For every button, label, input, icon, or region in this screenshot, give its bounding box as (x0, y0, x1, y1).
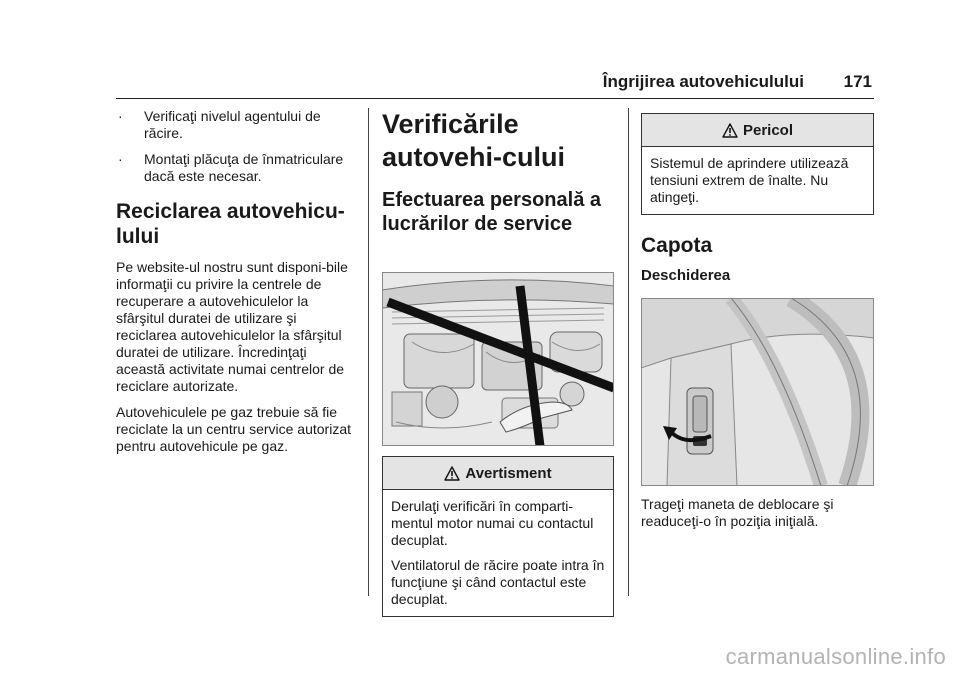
warning-text: Ventilatorul de răcire poate intra în funcţiune şi când contactul este decuplat. (391, 557, 605, 607)
column-right (641, 108, 874, 530)
warning-triangle-icon (444, 466, 460, 481)
subsection-heading: Efectuarea personală a lucrărilor de service (382, 189, 601, 235)
column-middle (382, 108, 614, 617)
list-item (116, 151, 356, 185)
danger-box (641, 113, 874, 215)
bullet-marker: · (118, 151, 123, 167)
danger-box-header (642, 114, 873, 147)
section-heading-recycling: Reciclarea autovehicu-lului (116, 200, 345, 248)
running-header (116, 70, 874, 99)
danger-label: Pericol (742, 121, 794, 139)
paragraph: Autovehiculele pe gaz trebuie să fie reciclate la un centru service autorizat pentru autovehicule pe gaz. (116, 404, 351, 454)
column-left (116, 108, 356, 455)
column-divider (368, 108, 369, 596)
warning-text: Derulaţi verificări în comparti-mentul motor numai cu contactul decuplat. (391, 498, 594, 548)
list-item (116, 108, 356, 142)
warning-box-header (383, 457, 613, 490)
list-item-text: Montaţi plăcuţa de înmatriculare dacă este necesar. (144, 151, 344, 184)
warning-body (383, 490, 613, 616)
list-item-text: Verificaţi nivelul agentului de răcire. (144, 108, 321, 141)
bullet-marker: · (118, 108, 123, 124)
warning-triangle-icon (722, 123, 738, 138)
watermark: carmanualsonline.info (725, 644, 946, 669)
page-number: 171 (843, 72, 872, 91)
danger-body (642, 147, 873, 214)
subsection-heading-opening: Deschiderea (641, 267, 731, 284)
hood-release-lever-illustration (641, 298, 874, 486)
section-title: Îngrijirea autovehiculului (602, 72, 804, 91)
warning-label: Avertisment (465, 464, 552, 482)
caption: Trageţi maneta de deblocare şi readuceţi-o în poziţia iniţială. (641, 496, 834, 529)
section-heading-hood: Capota (641, 234, 713, 257)
warning-box (382, 456, 614, 617)
engine-compartment-illustration (382, 272, 614, 446)
column-divider (628, 108, 629, 596)
paragraph: Pe website-ul nostru sunt disponi-bile informaţii cu privire la centrele de recuperare a autovehiculelor la sfârşitul duratei de utilizare şi reciclarea autovehiculelor la sfârşitul duratei de utilizare. Încredinţaţi această activitate numai centrelor de reciclare autorizate. (116, 259, 348, 394)
danger-text: Sistemul de aprindere utilizează tensiuni extrem de înalte. Nu atingeţi. (650, 155, 849, 205)
chapter-title: Verificările autovehi-cului (382, 109, 566, 172)
